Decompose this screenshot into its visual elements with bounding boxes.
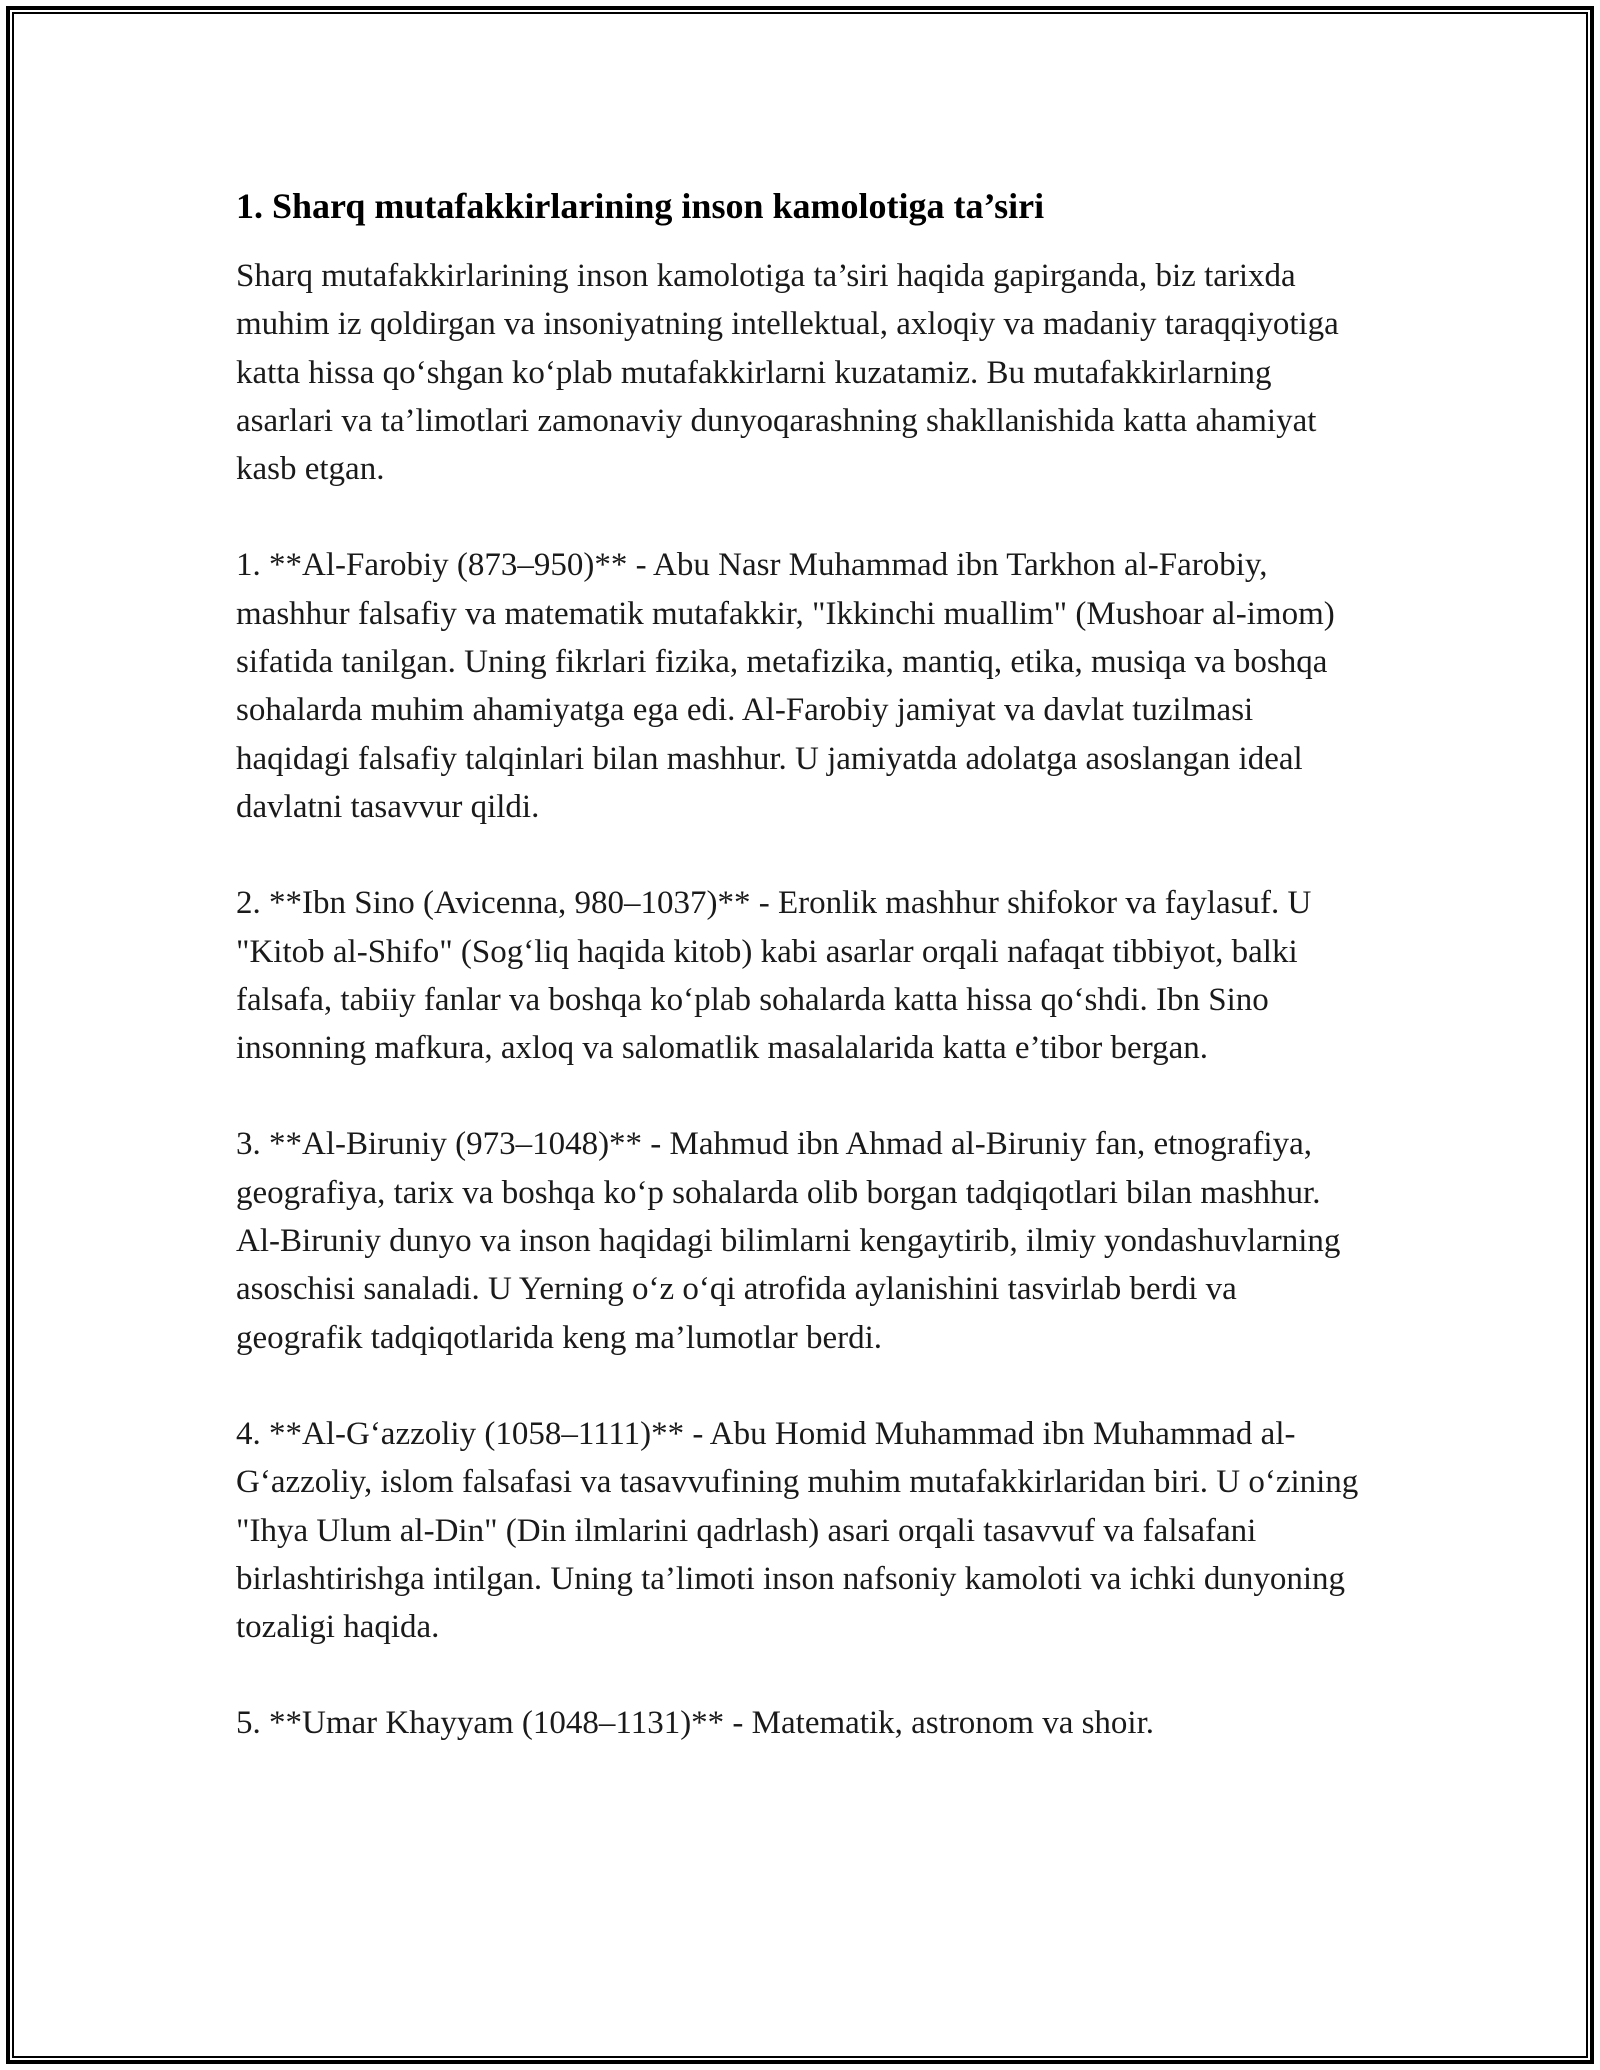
document-body (236, 184, 1360, 1796)
intro-paragraph: Sharq mutafakkirlarining inson kamolotiga ta’siri haqida gapirganda, biz tarixda muhim iz qoldirgan va insoniyatning intellektual, axloqiy va madaniy taraqqiyotiga katta hissa qo‘shgan ko‘plab mutafakkirlarni kuzatamiz. Bu mutafakkirlarning asarlari va ta’limotlari zamonaviy dunyoqarashning shakllanishida katta ahamiyat kasb etgan. (236, 258, 1339, 488)
list-item-umar-khayyam: 5. **Umar Khayyam (1048–1131)** - Matematik, astronom va shoir. (236, 1705, 1155, 1742)
list-item-al-biruniy: 3. **Al-Biruniy (973–1048)** - Mahmud ibn Ahmad al-Biruniy fan, etnografiya, geografiya, tarix va boshqa ko‘p sohalarda olib borgan tadqiqotlari bilan mashhur. Al-Biruniy dunyo va inson haqidagi bilimlarni kengaytirib, ilmiy yondashuvlarning asoschisi sanaladi. U Yerning o‘z o‘qi atrofida aylanishini tasvirlab berdi va geografik tadqiqotlarida keng ma’lumotlar berdi. (236, 1126, 1341, 1356)
document-title: 1. Sharq mutafakkirlarining inson kamolotiga ta’siri (236, 186, 1045, 226)
list-item-al-farobiy: 1. **Al-Farobiy (873–950)** - Abu Nasr Muhammad ibn Tarkhon al-Farobiy, mashhur falsafiy va matematik mutafakkir, "Ikkinchi muallim" (Mushoar al-imom) sifatida tanilgan. Uning fikrlari fizika, metafizika, mantiq, etika, musiqa va boshqa sohalarda muhim ahamiyatga ega edi. Al-Farobiy jamiyat va davlat tuzilmasi haqidagi falsafiy talqinlari bilan mashhur. U jamiyatda adolatga asoslangan ideal davlatni tasavvur qildi. (236, 547, 1335, 825)
list-item-ibn-sino: 2. **Ibn Sino (Avicenna, 980–1037)** - Eronlik mashhur shifokor va faylasuf. U "Kitob al-Shifo" (Sog‘liq haqida kitob) kabi asarlar orqali nafaqat tibbiyot, balki falsafa, tabiiy fanlar va boshqa ko‘plab sohalarda katta hissa qo‘shdi. Ibn Sino insonning mafkura, axloq va salomatlik masalalarida katta e’tibor bergan. (236, 885, 1312, 1067)
list-item-al-gazzoliy: 4. **Al-G‘azzoliy (1058–1111)** - Abu Homid Muhammad ibn Muhammad al-G‘azzoliy, islom falsafasi va tasavvufining muhim mutafakkirlaridan biri. U o‘zining "Ihya Ulum al-Din" (Din ilmlarini qadrlash) asari orqali tasavvuf va falsafani birlashtirishga intilgan. Uning ta’limoti inson nafsoniy kamoloti va ichki dunyoning tozaligi haqida. (236, 1415, 1359, 1646)
